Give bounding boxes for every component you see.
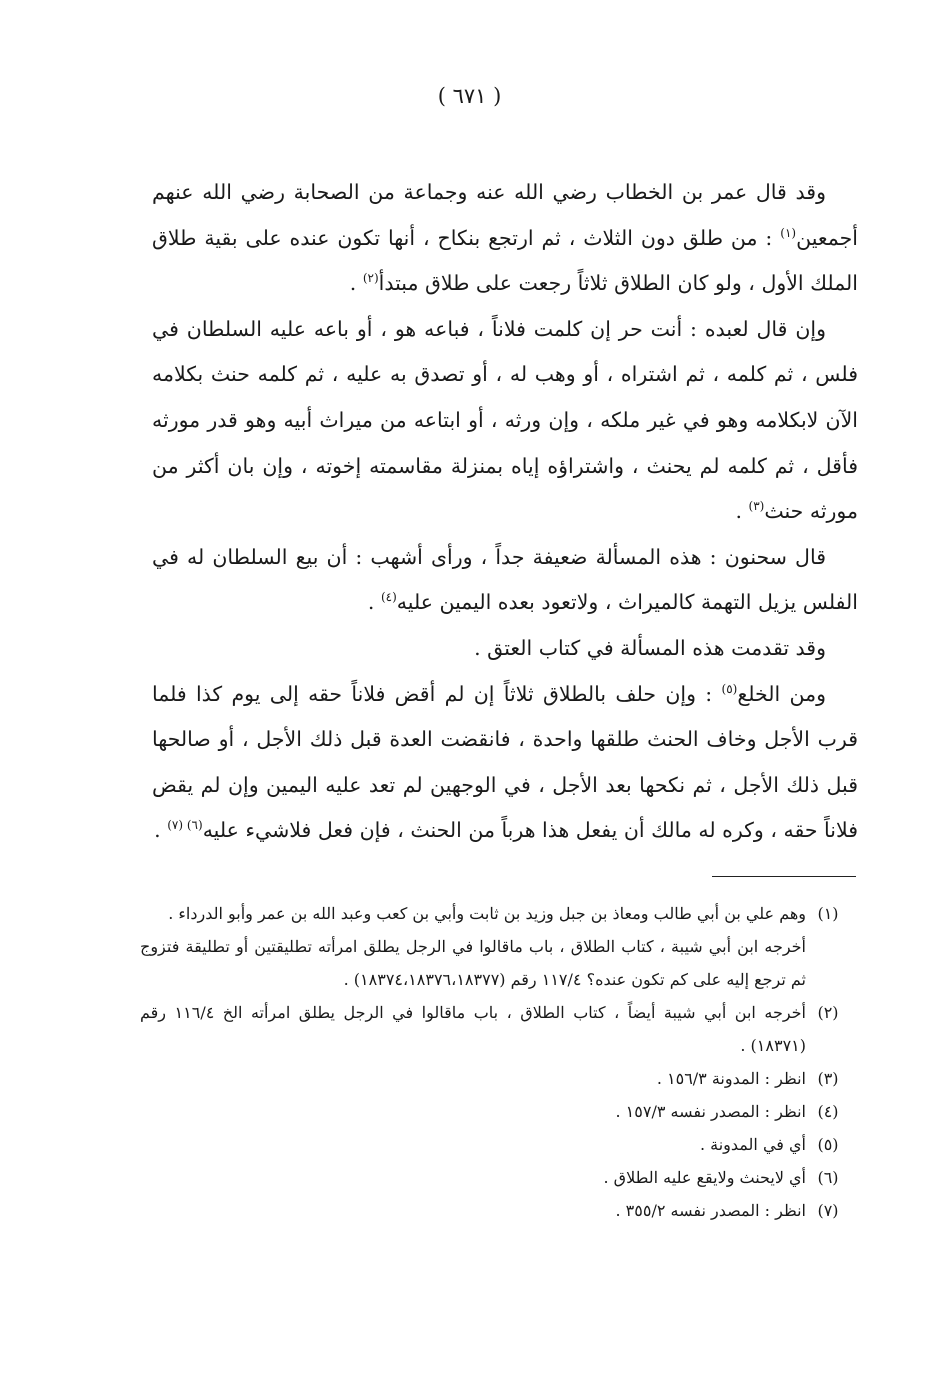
- footnote-item: [140, 897, 850, 996]
- footnote-item: [140, 1128, 850, 1161]
- paragraph: وقد قال عمر بن الخطاب رضي الله عنه وجماعة من الصحابة رضي الله عنهم أجمعين$^{(١)}$ : من طلق دون الثلاث ، ثم ارتجع بنكاح ، أنها تكون عنده على بقية طلاق الملك الأول ، ولو كان الطلاق ثلاثاً رجعت على طلاق مبتدأ$^{(٢)}$ .: [152, 180, 858, 296]
- footnote-item: [140, 1062, 850, 1095]
- footnote-number: (٥): [817, 1135, 839, 1154]
- footnote-item: [140, 996, 850, 1062]
- footnote-number: (٢): [817, 1003, 839, 1022]
- footnote-number: (١): [817, 904, 839, 923]
- footnote-text: أي لايحنث ولايقع عليه الطلاق .: [603, 1168, 806, 1187]
- footnote-divider: [712, 876, 856, 877]
- main-text: [152, 170, 858, 854]
- paragraph: قال سحنون : هذه المسألة ضعيفة جداً ، ورأى أشهب : أن بيع السلطان له في الفلس يزيل التهمة كالميراث ، ولاتعود بعده اليمين عليه$^{(٤)}$ .: [152, 544, 858, 615]
- footnote-text: أي في المدونة .: [699, 1135, 806, 1154]
- footnote-number: (٦): [817, 1168, 839, 1187]
- footnote-continuation: أخرجه ابن أبي شيبة ، كتاب الطلاق ، باب ماقالوا في الرجل يطلق امرأته تطليقتين أو تطليقة فتزوج ثم ترجع إليه على كم تكون عنده؟ ١١٧/٤ رقم (١٨٣٧٤،١٨٣٧٦،١٨٣٧٧) .: [140, 937, 807, 989]
- footnotes: [140, 897, 850, 1227]
- footnote-item: [140, 1095, 850, 1128]
- footnote-ref[interactable]: (٣): [748, 499, 765, 514]
- footnote-ref[interactable]: (٦) (٧): [167, 818, 203, 833]
- footnote-text: انظر : المصدر نفسه ١٥٧/٣ .: [615, 1102, 806, 1121]
- footnote-ref[interactable]: (٢): [362, 271, 379, 286]
- footnote-text: انظر : المدونة ١٥٦/٣ .: [656, 1069, 806, 1088]
- footnote-number: (٧): [817, 1201, 839, 1220]
- footnote-ref[interactable]: (١): [780, 225, 797, 240]
- footnote-ref[interactable]: (٤): [380, 590, 397, 605]
- paragraph: وإن قال لعبده : أنت حر إن كلمت فلاناً ، فباعه هو ، أو باعه عليه السلطان في فلس ، ثم كلمه ، ثم اشتراه ، أو وهب له ، أو تصدق به عليه ، ثم كلمه حنث بكلامه الآن لابكلامه وهو في غير ملكه ، وإن ورثه ، أو ابتاعه من ميراث أبيه وهو قدر مورثه فأقل ، ثم كلمه لم يحنث ، واشتراؤه إياه بمنزلة مقاسمته إخوته ، وإن بان أكثر من مورثه حنث$^{(٣)}$ .: [152, 316, 858, 524]
- footnote-number: (٤): [817, 1102, 839, 1121]
- footnote-item: [140, 1161, 850, 1194]
- footnote-text: أخرجه ابن أبي شيبة أيضاً ، كتاب الطلاق ، باب ماقالوا في الرجل يطلق امرأته الخ ١١٦/٤ رقم (١٨٣٧١) .: [140, 1003, 807, 1055]
- paragraph: وقد تقدمت هذه المسألة في كتاب العتق .: [474, 635, 826, 660]
- footnote-ref[interactable]: (٥): [721, 681, 738, 696]
- page-number: ( ٦٧١ ): [437, 84, 502, 108]
- footnote-item: [140, 1194, 850, 1227]
- footnote-number: (٣): [817, 1069, 839, 1088]
- footnote-text: انظر : المصدر نفسه ٣٥٥/٢ .: [615, 1201, 806, 1220]
- footnote-text: وهم علي بن أبي طالب ومعاذ بن جبل وزيد بن ثابت وأبي بن كعب وعبد الله بن عمر وأبو الدرداء .: [168, 904, 806, 923]
- paragraph: ومن الخلع$^{(٥)}$ : وإن حلف بالطلاق ثلاثاً إن لم أقض فلاناً حقه إلى يوم كذا فلما قرب الأجل وخاف الحنث طلقها واحدة ، فانقضت العدة قبل ذلك الأجل ، أو صالحها قبل ذلك الأجل ، ثم نكحها بعد الأجل ، في الوجهين لم تعد عليه اليمين وإن لم يقض فلاناً حقه ، وكره له مالك أن يفعل هذا هرباً من الحنث ، فإن فعل فلاشيء عليه$^{(٦) (٧)}$ .: [152, 681, 858, 843]
